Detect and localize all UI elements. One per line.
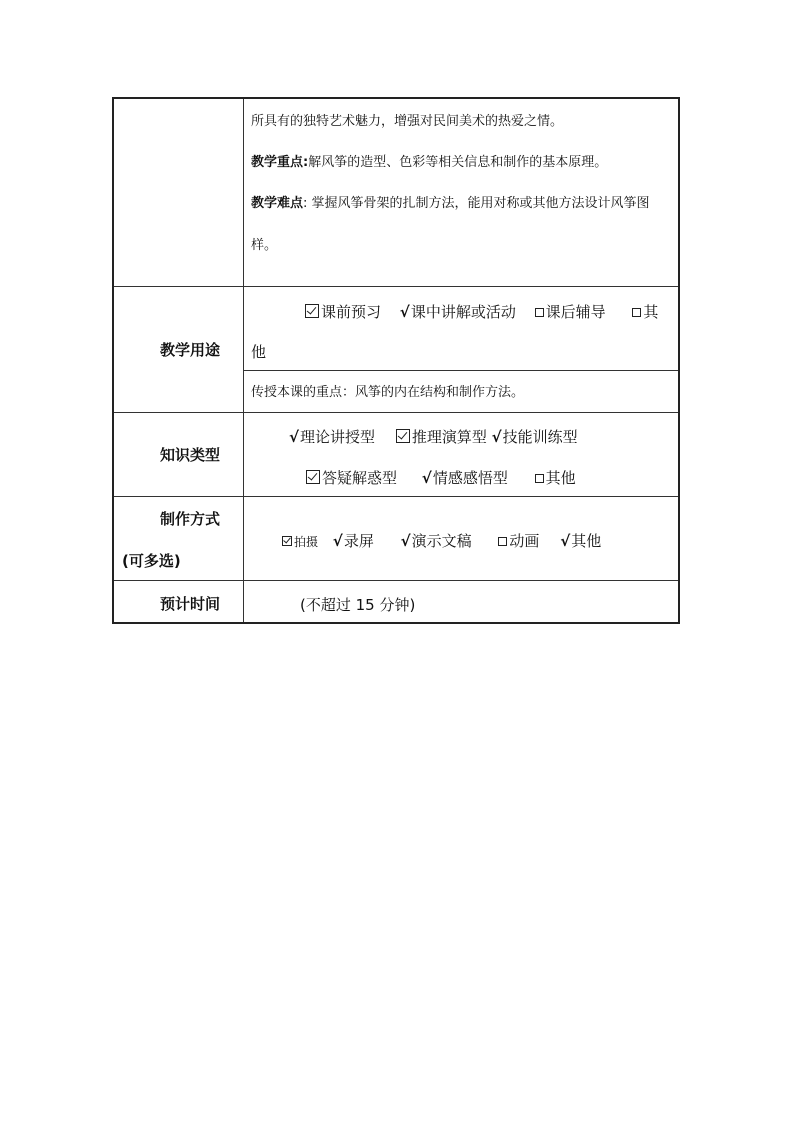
option-other[interactable]: 其他 xyxy=(535,471,576,486)
empty-box-icon xyxy=(632,308,641,317)
usage-options xyxy=(305,304,658,320)
row-divider xyxy=(243,370,678,371)
knowledge-type-label: 知识类型 xyxy=(160,446,221,464)
option-emotion[interactable]: √情感感悟型 xyxy=(421,469,508,487)
production-method-sublabel: (可多选) xyxy=(122,552,181,570)
row-divider xyxy=(114,286,678,287)
knowledge-options-line2 xyxy=(306,470,576,486)
checked-box-icon xyxy=(306,470,320,484)
option-preview[interactable]: 课前预习 xyxy=(305,304,381,320)
empty-box-icon xyxy=(535,474,544,483)
option-animation[interactable]: 动画 xyxy=(498,534,539,549)
option-theory[interactable]: √理论讲授型 xyxy=(289,428,376,446)
option-skill[interactable]: √技能训练型 xyxy=(491,428,578,446)
difficulty-label: 教学难点 xyxy=(251,196,304,211)
option-after-class[interactable]: 课后辅导 xyxy=(535,305,606,320)
option-other[interactable]: 其 xyxy=(632,305,658,320)
empty-box-icon xyxy=(498,537,507,546)
row-divider xyxy=(114,412,678,413)
empty-box-icon xyxy=(535,308,544,317)
difficulty-line xyxy=(251,197,650,210)
column-divider xyxy=(243,99,244,622)
option-reasoning[interactable]: 推理演算型 xyxy=(396,429,487,445)
check-mark-icon: √ xyxy=(332,532,343,550)
option-other[interactable]: √其他 xyxy=(560,532,602,550)
usage-note: 传授本课的重点：风筝的内在结构和制作方法。 xyxy=(251,385,525,400)
knowledge-options-line1 xyxy=(289,429,578,445)
option-shoot[interactable]: 拍摄 xyxy=(282,534,318,549)
check-mark-icon: √ xyxy=(421,469,432,487)
checked-box-icon xyxy=(396,429,410,443)
estimated-time-value: (不超过 15 分钟) xyxy=(300,596,416,614)
difficulty-text: : 掌握风筝骨架的扎制方法，能用对称或其他方法设计风筝图 xyxy=(303,196,650,211)
row-divider xyxy=(114,496,678,497)
check-mark-icon: √ xyxy=(400,532,411,550)
check-mark-icon: √ xyxy=(289,428,300,446)
objective-continuation: 所具有的独特艺术魅力，增强对民间美术的热爱之情。 xyxy=(251,114,564,129)
row-divider xyxy=(114,580,678,581)
estimated-time-label: 预计时间 xyxy=(160,595,221,613)
option-record[interactable]: √录屏 xyxy=(332,532,374,550)
checked-box-icon xyxy=(282,536,292,546)
production-method-label: 制作方式 xyxy=(160,510,221,528)
option-inclass[interactable]: √课中讲解或活动 xyxy=(399,303,516,321)
check-mark-icon: √ xyxy=(491,428,502,446)
key-point-label: 教学重点: xyxy=(251,155,309,170)
option-slides[interactable]: √演示文稿 xyxy=(400,532,472,550)
usage-other-continuation: 他 xyxy=(251,343,267,361)
usage-label: 教学用途 xyxy=(160,341,221,359)
check-mark-icon: √ xyxy=(399,303,410,321)
key-point-line xyxy=(251,156,607,169)
difficulty-continuation: 样。 xyxy=(251,238,278,253)
key-point-text: 解风筝的造型、色彩等相关信息和制作的基本原理。 xyxy=(308,155,608,170)
option-qa[interactable]: 答疑解惑型 xyxy=(306,470,397,486)
production-options xyxy=(282,534,601,549)
checked-box-icon xyxy=(305,304,319,318)
lesson-info-table xyxy=(112,97,680,624)
check-mark-icon: √ xyxy=(560,532,571,550)
